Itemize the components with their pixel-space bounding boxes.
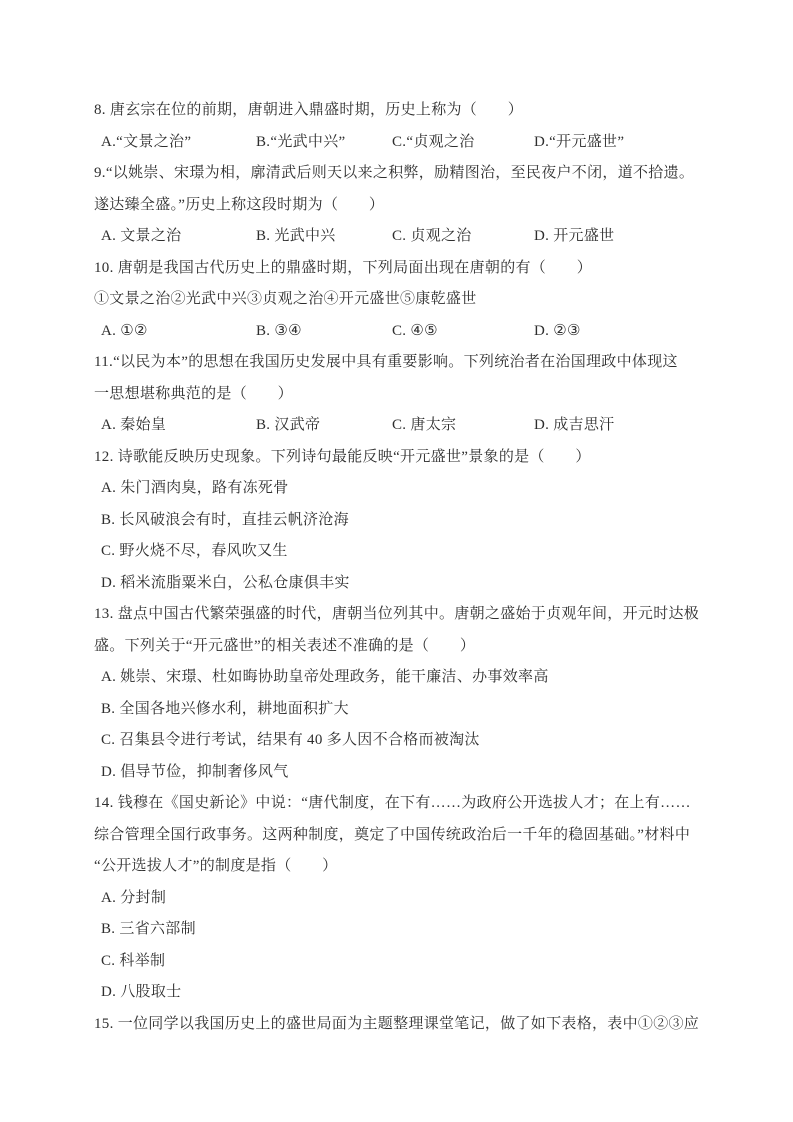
- question-11-option-c: C. 唐太宗: [392, 417, 457, 433]
- question-12-option-c: C. 野火烧不尽，春风吹又生: [101, 543, 288, 559]
- question-10-stem: 10. 唐朝是我国古代历史上的鼎盛时期，下列局面出现在唐朝的有（ ）: [94, 259, 593, 276]
- question-9-option-a: A. 文景之治: [101, 228, 182, 244]
- question-14-stem-line-1: 14. 钱穆在《国史新论》中说：“唐代制度，在下有……为政府公开选拔人才；在上有……: [94, 795, 691, 811]
- question-12-option-d: D. 稻米流脂粟米白，公私仓康俱丰实: [101, 574, 350, 591]
- question-10: [94, 253, 694, 348]
- question-12-option-b: B. 长风破浪会有时，直挂云帆济沧海: [101, 511, 349, 528]
- question-8-options-row: [94, 127, 694, 159]
- question-15: [94, 1009, 700, 1041]
- question-11-stem-line-2: 一思想堪称典范的是（ ）: [94, 385, 293, 402]
- question-10-option-a: A. ①②: [101, 322, 148, 339]
- question-11: [94, 347, 694, 442]
- question-9-option-c: C. 贞观之治: [392, 228, 472, 244]
- question-14-stem-line-2: 综合管理全国行政事务。这两种制度，奠定了中国传统政治后一千年的稳固基础。”材料中: [94, 826, 691, 843]
- question-8-option-a: A.“文景之治”: [101, 133, 192, 150]
- question-9: [94, 158, 694, 253]
- question-14-option-c: C. 科举制: [101, 952, 166, 969]
- question-13-stem-line-2: 盛。下列关于“开元盛世”的相关表述不准确的是（ ）: [94, 637, 476, 654]
- question-9-options-row: [94, 221, 694, 253]
- question-11-options-row: [94, 410, 694, 442]
- question-10-option-d: D. ②③: [534, 322, 581, 339]
- question-14-stem-line-3: “公开选拔人才”的制度是指（ ）: [94, 858, 338, 874]
- question-12-option-a: A. 朱门酒肉臭，路有冻死骨: [101, 480, 289, 496]
- question-14-option-d: D. 八股取士: [101, 984, 182, 1000]
- question-13-option-b: B. 全国各地兴修水利，耕地面积扩大: [101, 700, 349, 717]
- question-12: [94, 442, 694, 600]
- question-10-option-b: B. ③④: [256, 322, 302, 339]
- question-9-stem-line-1: 9.“以姚崇、宋璟为相，廓清武后则天以来之积弊，励精图治，至民夜户不闭，道不拾遗。: [94, 165, 695, 181]
- question-13-option-d: D. 倡导节俭，抑制奢侈风气: [101, 763, 289, 780]
- question-11-option-d: D. 成吉思汗: [534, 417, 615, 433]
- question-12-stem: 12. 诗歌能反映历史现象。下列诗句最能反映“开元盛世”景象的是（ ）: [94, 448, 591, 465]
- question-8-option-c: C.“贞观之治: [392, 133, 475, 150]
- question-13-option-c: C. 召集县令进行考试，结果有 40 多人因不合格而被淘汰: [101, 732, 480, 748]
- question-list: [94, 95, 700, 1040]
- question-13: [94, 599, 700, 788]
- question-8-option-d: D.“开元盛世”: [534, 133, 625, 150]
- question-8: [94, 95, 694, 158]
- question-9-option-b: B. 光武中兴: [256, 228, 336, 244]
- question-14-option-a: A. 分封制: [101, 889, 167, 906]
- question-11-option-a: A. 秦始皇: [101, 417, 167, 433]
- question-8-option-b: B.“光武中兴”: [256, 133, 346, 150]
- question-8-stem: 8. 唐玄宗在位的前期，唐朝进入鼎盛时期，历史上称为（ ）: [94, 102, 524, 118]
- question-11-option-b: B. 汉武帝: [256, 417, 321, 433]
- question-10-numbered-items: ①文景之治②光武中兴③贞观之治④开元盛世⑤康乾盛世: [94, 291, 477, 307]
- question-14: [94, 788, 694, 1009]
- question-11-stem-line-1: 11.“以民为本”的思想在我国历史发展中具有重要影响。下列统治者在治国理政中体现这: [94, 354, 678, 370]
- question-9-option-d: D. 开元盛世: [534, 228, 615, 244]
- question-10-options-row: [94, 316, 694, 348]
- question-10-option-c: C. ④⑤: [392, 322, 438, 339]
- question-15-stem: 15. 一位同学以我国历史上的盛世局面为主题整理课堂笔记，做了如下表格，表中①②③应: [94, 1015, 700, 1032]
- question-9-stem-line-2: 遂达臻全盛。”历史上称这段时期为（ ）: [94, 196, 385, 213]
- question-13-option-a: A. 姚崇、宋璟、杜如晦协助皇帝处理政务，能干廉洁、办事效率高: [101, 669, 549, 685]
- question-14-option-b: B. 三省六部制: [101, 921, 196, 937]
- question-13-stem-line-1: 13. 盘点中国古代繁荣强盛的时代，唐朝当位列其中。唐朝之盛始于贞观年间，开元时达极: [94, 606, 700, 622]
